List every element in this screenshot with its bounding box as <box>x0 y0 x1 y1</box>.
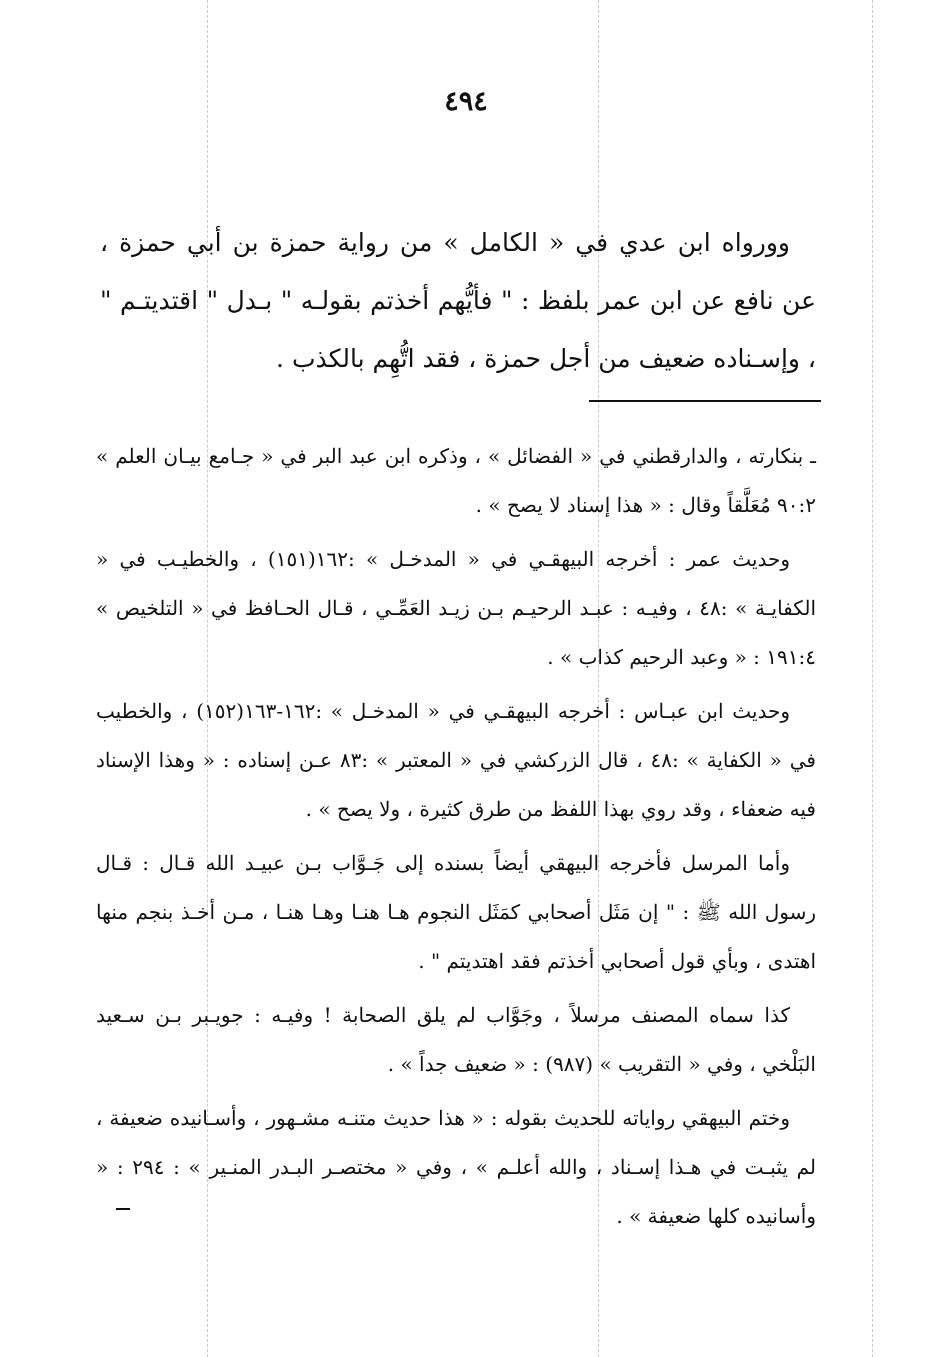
footnote-paragraph: وحديث عمر : أخرجه البيهقـي في « المدخـل » :١٦٢(١٥١) ، والخطيـب في « الكفايـة » :٤٨ ، وفيـه : عبـد الرحيـم بـن زيـد العَمِّـي ، قـال الحـافظ في « التلخيص » ١٩١:٤ : « وعبد الرحيم كذاب » . <box>96 547 816 669</box>
main-paragraph: وورواه ابن عدي في « الكامل » من رواية حمزة بن أبي حمزة ، عن نافع عن ابن عمر بلفظ : " فأيُّهم أخذتم بقولـه " بـدل " اقتديتـم " ، وإسـناده ضعيف من أجل حمزة ، فقد اتُّهِم بالكذب . <box>100 228 816 373</box>
main-text-block <box>100 214 816 388</box>
footnotes-block <box>96 432 816 1246</box>
footnote-paragraph: وأما المرسل فأخرجه البيهقي أيضاً بسنده إلى جَـوَّاب بـن عبيـد الله قـال : قـال رسول الله ﷺ : " إن مَثَل أصحابي كمَثَل النجوم هـا هنـا وهـا هنـا ، مـن أخـذ بنجم منها اهتدى ، وبأي قول أصحابي أخذتم فقد اهتديتم " . <box>96 851 816 973</box>
continuation-mark <box>116 1208 130 1210</box>
footnote-paragraph: كذا سماه المصنف مرسلاً ، وجَوَّاب لم يلق الصحابة ! وفيـه : جويـبر بـن سـعيد البَلْخي ، وفي « التقريب » (٩٨٧) : « ضعيف جداً » . <box>96 1003 816 1076</box>
scan-artifact-line <box>872 0 873 1357</box>
page-number: ٤٩٤ <box>444 86 488 117</box>
footnote-paragraph: وحديث ابن عبـاس : أخرجه البيهقـي في « المدخـل » :١٦٢-١٦٣(١٥٢) ، والخطيب في « الكفاية » :٤٨ ، قال الزركشي في « المعتبر » :٨٣ عـن إسناده : « وهذا الإسناد فيه ضعفاء ، وقد روي بهذا اللفظ من طرق كثيرة ، ولا يصح » . <box>96 699 816 821</box>
footnote-separator <box>589 400 821 402</box>
footnote-continuation: ـ بنكارته ، والدارقطني في « الفضائل » ، وذكره ابن عبد البر في « جـامع بيـان العلم » ٩٠:٢ مُعَلَّقاً وقال : « هذا إسناد لا يصح » . <box>96 444 816 517</box>
footnote-paragraph: وختم البيهقي رواياته للحديث بقوله : « هذا حديث متنـه مشـهور ، وأسـانيده ضعيفة ، لم يثبـت في هـذا إسـناد ، والله أعلـم » ، وفي « مختصـر البـدر المنـير » : ٢٩٤ : « وأسانيده كلها ضعيفة » . <box>96 1106 816 1228</box>
